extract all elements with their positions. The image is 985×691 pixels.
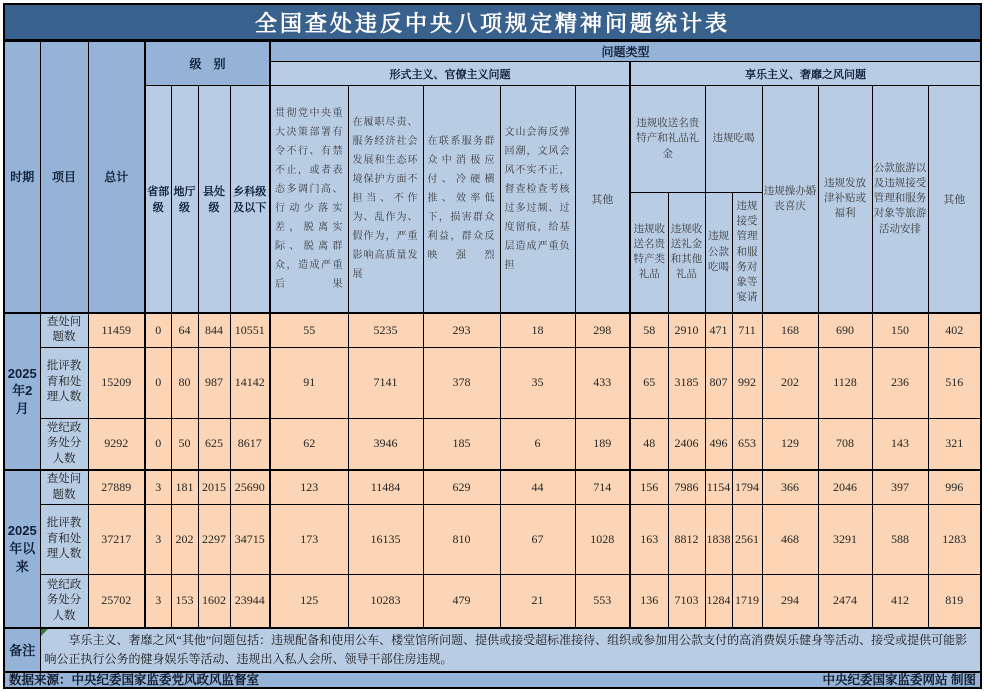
data-cell: 1794 <box>732 470 762 505</box>
data-cell: 10551 <box>230 313 270 348</box>
data-cell: 185 <box>423 418 500 470</box>
data-cell: 690 <box>818 313 872 348</box>
data-cell: 58 <box>630 313 668 348</box>
data-cell: 992 <box>732 347 762 418</box>
data-cell: 3 <box>145 505 171 575</box>
data-cell: 1128 <box>818 347 872 418</box>
note-label: 备注 <box>4 628 40 672</box>
data-cell: 807 <box>705 347 732 418</box>
data-cell: 163 <box>630 505 668 575</box>
col-header-formalism-2: 在履职尽责、服务经济社会发展和生态环境保护方面不担当、不作为、乱作为、假作为，严重影响高质量发展 <box>348 86 423 313</box>
data-source-text: 数据来源：中央纪委国家监委党风政风监督室 <box>9 672 260 687</box>
data-cell: 1838 <box>705 505 732 575</box>
data-cell: 35 <box>500 347 575 418</box>
row-label: 查处问题数 <box>40 470 88 505</box>
data-cell: 2406 <box>668 418 705 470</box>
data-cell: 62 <box>270 418 348 470</box>
statistics-table <box>3 40 982 689</box>
data-cell: 479 <box>423 575 500 628</box>
data-cell: 1154 <box>705 470 732 505</box>
data-cell: 125 <box>270 575 348 628</box>
col-header-prefecture: 地厅级 <box>171 86 198 313</box>
data-cell: 202 <box>171 505 198 575</box>
data-cell: 8617 <box>230 418 270 470</box>
data-cell: 2015 <box>198 470 230 505</box>
group-header-formalism: 形式主义、官僚主义问题 <box>270 62 630 86</box>
col-header-township: 乡科级及以下 <box>230 86 270 313</box>
data-cell: 1602 <box>198 575 230 628</box>
data-cell: 468 <box>762 505 818 575</box>
row-label: 批评教育和处理人数 <box>40 505 88 575</box>
data-cell: 653 <box>732 418 762 470</box>
data-cell: 0 <box>145 313 171 348</box>
col-header-formalism-other: 其他 <box>575 86 630 313</box>
data-cell: 55 <box>270 313 348 348</box>
data-cell: 80 <box>171 347 198 418</box>
note-text: 享乐主义、奢靡之风“其他”问题包括：违规配备和使用公车、楼堂馆所问题、提供或接受超标准接待、组织或参加用公款支付的高消费娱乐健身等活动、接受或提供可能影响公正执行公务的健身娱乐等活动、违规出入私人会所、领导干部住房违规。 <box>44 632 968 666</box>
data-cell: 433 <box>575 347 630 418</box>
data-cell: 2910 <box>668 313 705 348</box>
data-cell: 168 <box>762 313 818 348</box>
data-cell: 366 <box>762 470 818 505</box>
row-label: 批评教育和处理人数 <box>40 347 88 418</box>
data-cell: 27889 <box>88 470 145 505</box>
page-title: 全国查处违反中央八项规定精神问题统计表 <box>3 3 982 41</box>
data-cell: 23944 <box>230 575 270 628</box>
note-row <box>4 628 981 672</box>
data-cell: 2474 <box>818 575 872 628</box>
data-cell: 44 <box>500 470 575 505</box>
data-cell: 21 <box>500 575 575 628</box>
data-cell: 9292 <box>88 418 145 470</box>
data-cell: 996 <box>928 470 981 505</box>
col-header-public-fund-dining: 违规公款吃喝 <box>705 193 732 313</box>
row-label: 查处问题数 <box>40 313 88 348</box>
excel-error-indicator-icon <box>41 629 48 636</box>
note-cell <box>40 628 981 672</box>
col-header-accepting-banquets: 违规接受管理和服务对象等宴请 <box>732 193 762 313</box>
data-cell: 1283 <box>928 505 981 575</box>
data-cell: 378 <box>423 347 500 418</box>
col-header-provincial: 省部级 <box>145 86 171 313</box>
data-cell: 553 <box>575 575 630 628</box>
data-cell: 181 <box>171 470 198 505</box>
data-cell: 496 <box>705 418 732 470</box>
col-header-public-travel: 公款旅游以及违规接受管理和服务对象等旅游活动安排 <box>872 86 928 313</box>
period-cell: 2025年2月 <box>4 313 40 471</box>
data-cell: 516 <box>928 347 981 418</box>
col-header-formalism-3: 在联系服务群众中消极应付、冷硬横推、效率低下，损害群众利益，群众反映强烈 <box>423 86 500 313</box>
data-cell: 50 <box>171 418 198 470</box>
table-row <box>4 505 981 575</box>
data-cell: 123 <box>270 470 348 505</box>
data-cell: 708 <box>818 418 872 470</box>
group-header-hedonism: 享乐主义、奢靡之风问题 <box>630 62 981 86</box>
data-cell: 1028 <box>575 505 630 575</box>
data-cell: 153 <box>171 575 198 628</box>
header-row-1 <box>4 41 981 62</box>
data-cell: 298 <box>575 313 630 348</box>
data-cell: 293 <box>423 313 500 348</box>
data-cell: 202 <box>762 347 818 418</box>
data-cell: 11459 <box>88 313 145 348</box>
data-cell: 236 <box>872 347 928 418</box>
data-cell: 143 <box>872 418 928 470</box>
data-cell: 7986 <box>668 470 705 505</box>
data-cell: 3 <box>145 575 171 628</box>
data-cell: 67 <box>500 505 575 575</box>
col-header-specialty-gifts: 违规收送名贵特产类礼品 <box>630 193 668 313</box>
data-cell: 819 <box>928 575 981 628</box>
data-cell: 3185 <box>668 347 705 418</box>
data-cell: 0 <box>145 347 171 418</box>
data-cell: 64 <box>171 313 198 348</box>
data-cell: 150 <box>872 313 928 348</box>
source-bar <box>4 672 981 688</box>
data-cell: 3946 <box>348 418 423 470</box>
table-row <box>4 313 981 348</box>
col-header-formalism-4: 文山会海反弹回潮，文风会风不实不正，督查检查考核过多过频、过度留痕，给基层造成严重负担 <box>500 86 575 313</box>
col-header-allowances: 违规发放津补贴或福利 <box>818 86 872 313</box>
data-cell: 25690 <box>230 470 270 505</box>
data-cell: 2297 <box>198 505 230 575</box>
data-cell: 397 <box>872 470 928 505</box>
data-cell: 156 <box>630 470 668 505</box>
data-cell: 810 <box>423 505 500 575</box>
data-cell: 8812 <box>668 505 705 575</box>
data-cell: 15209 <box>88 347 145 418</box>
data-cell: 18 <box>500 313 575 348</box>
table-row <box>4 418 981 470</box>
data-cell: 6 <box>500 418 575 470</box>
data-cell: 471 <box>705 313 732 348</box>
data-cell: 14142 <box>230 347 270 418</box>
data-cell: 91 <box>270 347 348 418</box>
data-cell: 173 <box>270 505 348 575</box>
header-row-3 <box>4 86 981 193</box>
data-cell: 1284 <box>705 575 732 628</box>
data-cell: 844 <box>198 313 230 348</box>
data-cell: 2046 <box>818 470 872 505</box>
group-header-problem-type: 问题类型 <box>270 41 981 62</box>
col-header-total: 总计 <box>88 41 145 313</box>
data-cell: 10283 <box>348 575 423 628</box>
data-cell: 294 <box>762 575 818 628</box>
credit-text: 中央纪委国家监委网站 制图 <box>822 672 977 687</box>
col-header-cash-gifts: 违规收送礼金和其他礼品 <box>668 193 705 313</box>
data-cell: 629 <box>423 470 500 505</box>
data-cell: 3291 <box>818 505 872 575</box>
data-cell: 5235 <box>348 313 423 348</box>
col-header-hedonism-other: 其他 <box>928 86 981 313</box>
data-cell: 412 <box>872 575 928 628</box>
table-row <box>4 575 981 628</box>
col-header-formalism-1: 贯彻党中央重大决策部署有令不行、有禁不止，或者表态多调门高、行动少落实差，脱离实际、脱离群众，造成严重后果 <box>270 86 348 313</box>
data-cell: 402 <box>928 313 981 348</box>
period-cell: 2025年以来 <box>4 470 40 628</box>
data-cell: 16135 <box>348 505 423 575</box>
data-cell: 11484 <box>348 470 423 505</box>
data-cell: 34715 <box>230 505 270 575</box>
group-header-banquets: 违规吃喝 <box>705 86 762 193</box>
group-header-level: 级 别 <box>145 41 270 86</box>
data-cell: 65 <box>630 347 668 418</box>
data-cell: 625 <box>198 418 230 470</box>
data-cell: 987 <box>198 347 230 418</box>
data-cell: 129 <box>762 418 818 470</box>
data-cell: 0 <box>145 418 171 470</box>
data-cell: 37217 <box>88 505 145 575</box>
table-row <box>4 470 981 505</box>
data-cell: 714 <box>575 470 630 505</box>
row-label: 党纪政务处分人数 <box>40 418 88 470</box>
data-cell: 48 <box>630 418 668 470</box>
col-header-weddings-funerals: 违规操办婚丧喜庆 <box>762 86 818 313</box>
data-cell: 189 <box>575 418 630 470</box>
row-label: 党纪政务处分人数 <box>40 575 88 628</box>
source-row <box>4 672 981 688</box>
col-header-period: 时期 <box>4 41 40 313</box>
col-header-item: 项目 <box>40 41 88 313</box>
col-header-county: 县处级 <box>198 86 230 313</box>
data-cell: 2561 <box>732 505 762 575</box>
data-cell: 3 <box>145 470 171 505</box>
data-cell: 321 <box>928 418 981 470</box>
data-cell: 7141 <box>348 347 423 418</box>
data-cell: 7103 <box>668 575 705 628</box>
table-row <box>4 347 981 418</box>
data-cell: 1719 <box>732 575 762 628</box>
data-cell: 136 <box>630 575 668 628</box>
group-header-gifts: 违规收送名贵特产和礼品礼金 <box>630 86 705 193</box>
data-cell: 25702 <box>88 575 145 628</box>
data-cell: 711 <box>732 313 762 348</box>
data-cell: 588 <box>872 505 928 575</box>
